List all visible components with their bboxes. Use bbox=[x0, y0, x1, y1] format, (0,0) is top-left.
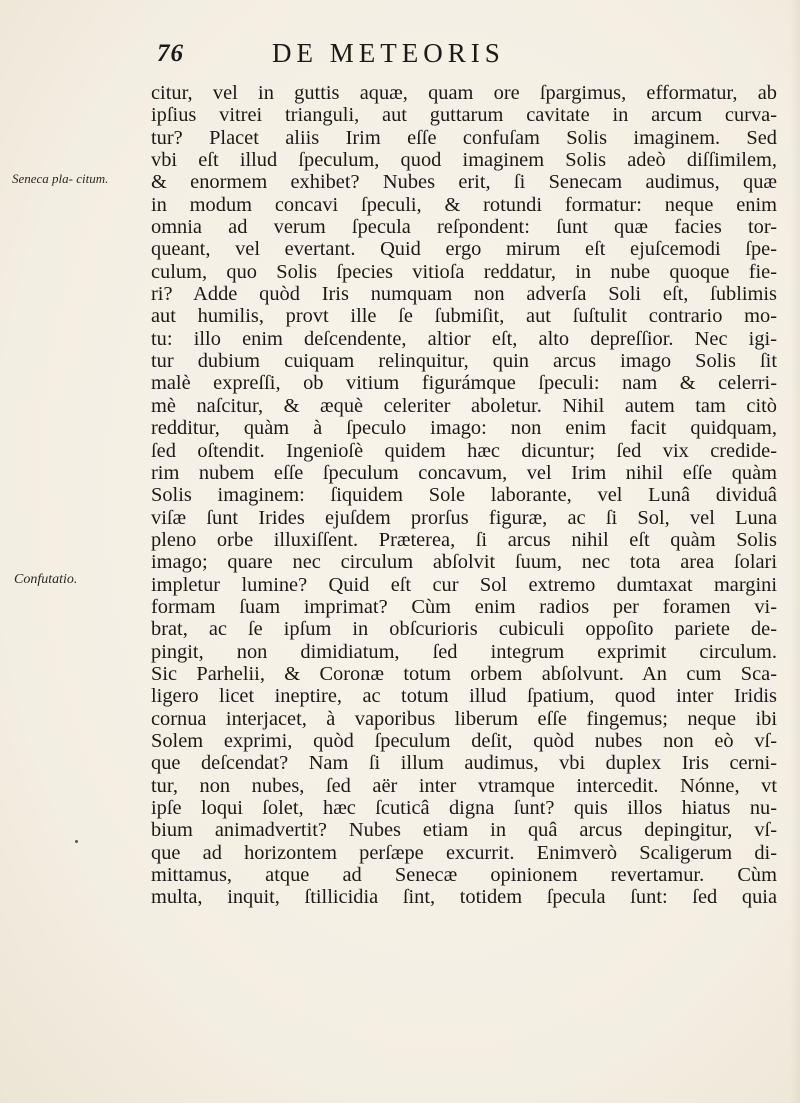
text-line: Solis imaginem: ſiquidem Sole laborante, vel Lunâ dividuâ bbox=[151, 484, 777, 507]
text-line: imago; quare nec circulum abſolvit ſuum, nec tota area ſolari bbox=[151, 551, 777, 574]
text-line: ligero licet ineptire, ac totum illud ſpatium, quod inter Iridis bbox=[151, 685, 777, 708]
text-line: mittamus, atque ad Senecæ opinionem revertamur. Cùm bbox=[151, 864, 777, 887]
text-line: culum, quo Solis ſpecies vitioſa reddatur, in nube quoque fie- bbox=[151, 260, 777, 283]
text-line: malè expreſſi, ob vitium figurámque ſpeculi: nam & celerri- bbox=[151, 372, 777, 395]
text-line: ri? Adde quòd Iris numquam non adverſa Soli eſt, ſublimis bbox=[151, 283, 777, 306]
text-line: pleno orbe illuxiſſent. Præterea, ſi arcus nihil eſt quàm Solis bbox=[151, 528, 777, 551]
page-edge-shadow bbox=[790, 0, 800, 1103]
text-line: formam ſuam imprimat? Cùm enim radios per foramen vi- bbox=[151, 595, 777, 618]
page-header bbox=[0, 38, 800, 78]
text-line: tur, non nubes, ſed aër inter vtramque intercedit. Nónne, vt bbox=[151, 774, 777, 797]
text-line: multa, inquit, ſtillicidia ſint, totidem ſpecula ſunt: ſed quia bbox=[151, 886, 777, 909]
running-title: DE METEORIS bbox=[272, 38, 505, 68]
text-line: mè naſcitur, & æquè celeriter aboletur. Nihil autem tam citò bbox=[151, 394, 777, 417]
ink-speck bbox=[75, 840, 78, 843]
text-line: bium animadvertit? Nubes etiam in quâ arcus depingitur, vſ- bbox=[151, 819, 777, 842]
text-line: ipſe loqui ſolet, hæc ſcuticâ digna ſunt? quis illos hiatus nu- bbox=[151, 797, 777, 819]
text-line: impletur lumine? Quid eſt cur Sol extremo dumtaxat margini bbox=[151, 573, 777, 596]
text-line: citur, vel in guttis aquæ, quam ore ſpargimus, efformatur, ab bbox=[151, 82, 777, 104]
text-line: pingit, non dimidiatum, ſed integrum exprimit circulum. bbox=[151, 640, 777, 663]
text-line: redditur, quàm à ſpeculo imago: non enim facit quidquam, bbox=[151, 417, 777, 440]
text-line: que deſcendat? Nam ſi illum audimus, vbi duplex Iris cerni- bbox=[151, 752, 777, 775]
page-number: 76 bbox=[157, 40, 184, 67]
text-line: que ad horizontem perſæpe excurrit. Enimverò Scaligerum di- bbox=[151, 841, 777, 864]
text-line: queant, vel evertant. Quid ergo mirum eſt ejuſcemodi ſpe- bbox=[151, 238, 777, 261]
text-line: ipſius vitrei trianguli, aut guttarum cavitate in arcum curva- bbox=[151, 104, 777, 127]
text-line: in modum concavi ſpeculi, & rotundi formatur: neque enim bbox=[151, 193, 777, 216]
text-line: rim nubem eſſe ſpeculum concavum, vel Irim nihil eſſe quàm bbox=[151, 461, 777, 484]
text-line: cornua interjacet, à vaporibus liberum eſſe fingemus; neque ibi bbox=[151, 707, 777, 730]
text-line: tu: illo enim deſcendente, altior eſt, alto depreſſior. Nec igi- bbox=[151, 327, 777, 350]
marginal-note-confutatio: Confutatio. bbox=[14, 572, 78, 587]
text-line: Sic Parhelii, & Coronæ totum orbem abſolvunt. An cum Sca- bbox=[151, 662, 777, 685]
body-text bbox=[151, 82, 777, 909]
text-line: Solem exprimi, quòd ſpeculum deſit, quòd nubes non eò vſ- bbox=[151, 729, 777, 752]
text-line: vbi eſt illud ſpeculum, quod imaginem Solis adeò diſſimilem, bbox=[151, 149, 777, 172]
text-line: brat, ac ſe ipſum in obſcurioris cubiculi oppoſito pariete de- bbox=[151, 618, 777, 641]
text-line: ſed oſtendit. Ingenioſè quidem hæc dicuntur; ſed vix credide- bbox=[151, 439, 777, 462]
text-line: tur? Placet aliis Irim eſſe confuſam Solis imaginem. Sed bbox=[151, 126, 777, 149]
text-line: viſæ ſunt Irides ejuſdem prorſus figuræ, ac ſi Sol, vel Luna bbox=[151, 506, 777, 529]
marginal-note-seneca: Seneca pla- citum. bbox=[12, 171, 109, 186]
text-line: omnia ad verum ſpecula reſpondent: ſunt quæ facies tor- bbox=[151, 216, 777, 239]
text-line: & enormem exhibet? Nubes erit, ſi Senecam audimus, quæ bbox=[151, 171, 777, 194]
text-line: aut humilis, provt ille ſe ſubmiſit, aut ſuſtulit contrario mo- bbox=[151, 305, 777, 328]
text-line: tur dubium cuiquam relinquitur, quin arcus imago Solis ſit bbox=[151, 350, 777, 373]
